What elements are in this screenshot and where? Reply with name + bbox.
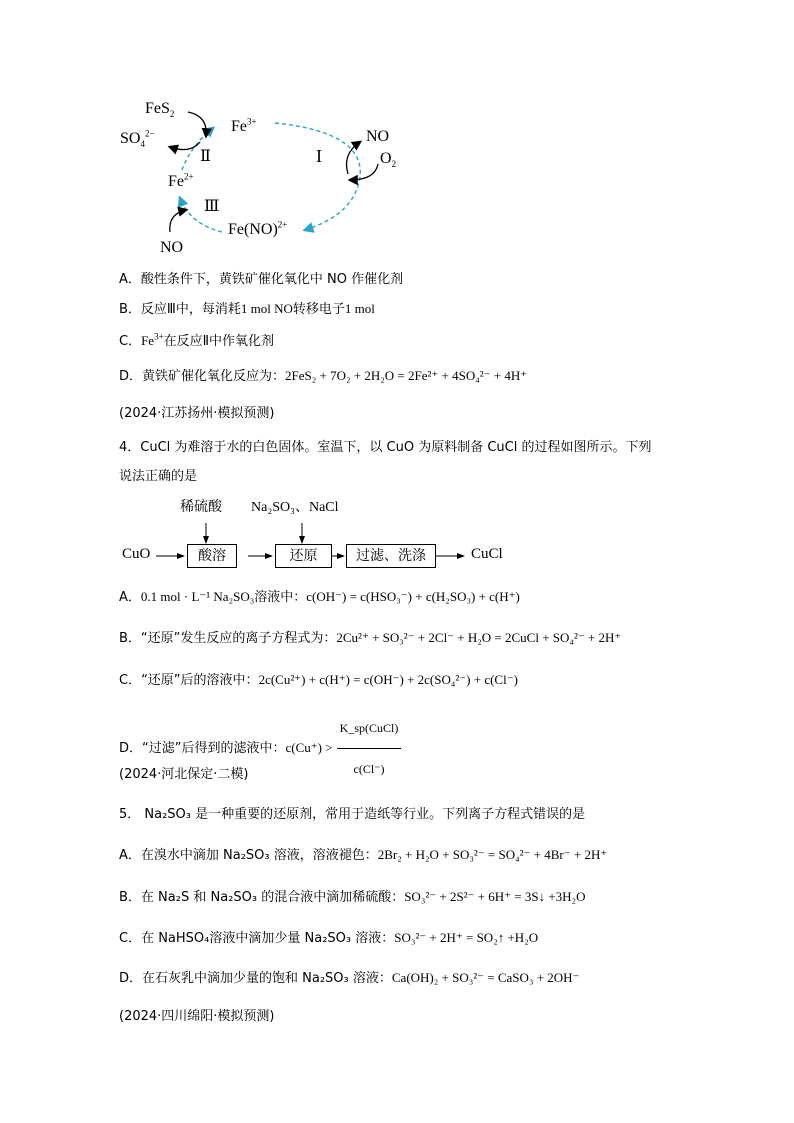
o2-label: $O_2$ xyxy=(380,150,397,170)
so4-out-arrow xyxy=(170,142,200,150)
label-II: Ⅱ xyxy=(200,148,211,165)
cycle-arc-I xyxy=(275,123,360,230)
flow-start-cuo: CuO xyxy=(122,546,151,562)
o2-in-arrow xyxy=(350,164,378,180)
q4-option-a: A．0.1 mol · L⁻¹ Na₂SO₃溶液中：c(OH⁻) = c(HSO₃⁻) + c(H₂SO₃) + c(H⁺) xyxy=(119,589,520,605)
q4-option-b: B．“还原”发生反应的离子方程式为：2Cu²⁺ + SO₃²⁻ + 2Cl⁻ + H₂O = 2CuCl + SO₄²⁻ + 2H⁺ xyxy=(119,630,622,646)
q3-option-c: C．$Fe^{3+}$在反应Ⅱ中作氧化剂 xyxy=(119,331,275,349)
flow-step-dissolve: 酸溶 xyxy=(187,544,237,568)
q5-stem: 5． Na₂SO₃ 是一种重要的还原剂，常用于造纸等行业。下列离子方程式错误的是 xyxy=(119,807,586,822)
source-2: (2024·河北保定·二模) xyxy=(119,767,249,782)
no-bottom-label: NO xyxy=(160,239,184,256)
flow-input-acid: 稀硫酸 xyxy=(180,499,222,515)
source-3: (2024·四川绵阳·模拟预测) xyxy=(119,1009,275,1024)
q3-option-a: A．酸性条件下，黄铁矿催化氧化中 NO 作催化剂 xyxy=(119,272,404,287)
no-in-arrow xyxy=(170,210,186,232)
no-top-label: NO xyxy=(366,128,390,145)
fe2-label: $Fe^{2+}$ xyxy=(168,171,194,190)
fes2-label: FeS$_2$ xyxy=(145,100,175,120)
label-I: I xyxy=(316,146,322,166)
q5-option-d: D．在石灰乳中滴加少量的饱和 Na₂SO₃ 溶液：Ca(OH)₂ + SO₃²⁻ = CaSO₃ + 2OH⁻ xyxy=(119,970,580,986)
q4-option-c: C．“还原”后的溶液中：2c(Cu²⁺) + c(H⁺) = c(OH⁻) + 2c(SO₄²⁻) + c(Cl⁻) xyxy=(119,672,518,688)
source-1: (2024·江苏扬州·模拟预测) xyxy=(119,406,275,421)
fes2-in-arrow xyxy=(188,112,206,136)
flow-step-filter: 过滤、洗涤 xyxy=(346,544,436,568)
q5-option-c: C．在 NaHSO₄溶液中滴加少量 Na₂SO₃ 溶液：SO₃²⁻ + 2H⁺ = SO₂↑ +H₂O xyxy=(119,930,539,946)
flow-step-reduce: 还原 xyxy=(275,544,332,568)
q5-option-b: B．在 Na₂S 和 Na₂SO₃ 的混合液中滴加稀硫酸：SO₃²⁻ + 2S²⁻ + 6H⁺ = 3S↓ +3H₂O xyxy=(119,889,586,905)
label-III: Ⅲ xyxy=(204,198,220,215)
so4-label: $SO_4^{2-}$ xyxy=(120,128,155,150)
fe3-label: $Fe^{3+}$ xyxy=(231,116,257,135)
q4-stem-line1: 4．CuCl 为难溶于水的白色固体。室温下，以 CuO 为原料制备 CuCl 的过程如图所示。下列 xyxy=(119,440,652,455)
q4-stem-line2: 说法正确的是 xyxy=(119,469,198,484)
flow-end-cucl: CuCl xyxy=(471,546,503,562)
ksp-fraction: $\frac{\text{K\_sp(CuCl)}}{c(Cl^-)}$ xyxy=(337,708,402,789)
q4-option-d: D．“过滤”后得到的滤液中：c(Cu⁺) > $\frac{\text{K\_sp(CuCl)}}{c(Cl^-)}$ xyxy=(119,708,401,748)
q3-option-b: B．反应Ⅲ中，每消耗1 mol NO转移电子1 mol xyxy=(119,301,375,317)
q5-option-a: A．在溴水中滴加 Na₂SO₃ 溶液，溶液褪色：2Br₂ + H₂O + SO₃²⁻ = SO₄²⁻ + 4Br⁻ + 2H⁺ xyxy=(119,847,608,863)
feno-label: Fe(NO)$^{2+}$ xyxy=(228,219,288,238)
q3-option-d: D．黄铁矿催化氧化反应为：2FeS₂ + 7O₂ + 2H₂O = 2Fe²⁺ + 4SO₄²⁻ + 4H⁺ xyxy=(119,368,528,384)
flow-input-reagents: Na₂SO₃、NaCl xyxy=(251,500,339,515)
